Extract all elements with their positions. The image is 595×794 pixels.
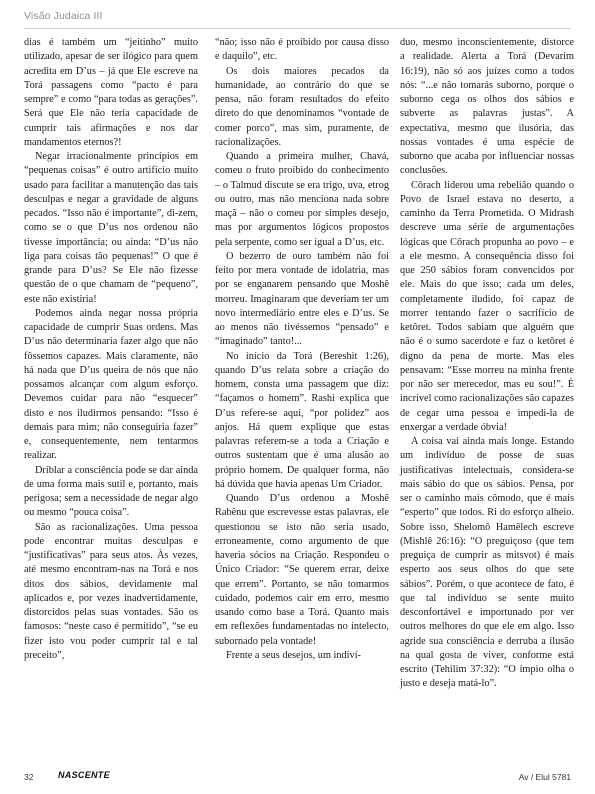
paragraph: O bezerro de ouro também não foi feito por mera vontade de idolatria, mas por se enganarem pensando que Moshê morreu. Imaginaram que deveriam ter um novo intermediário entre eles e D’us. Se ao menos não tivéssemos “pensado” e “imaginado” tanto!... [215,250,389,348]
page-footer [24,770,571,784]
header-divider [24,28,571,29]
paragraph: Os dois maiores pecados da humanidade, ao contrário do que se pensa, não foram resultados do efeito direto do que denominamos “vontade de comer porco”, mas sim, puramente, de racionalizações. [215,65,389,148]
paragraph: Negar irracionalmente princípios em “pequenas coisas” é outro artifício muito usado para facilitar a manutenção das tais desculpas e negar a gravidade de alguns pecados. “Isso não é importante”, di-zem, como se o que D’us nos ordenou não tivesse importância; ou ainda: “D’us não liga para coisas tão pequenas!” O que é grande para D’us? Se Ele não fizesse questão de o que chamam de “pequeno”, este não existiria! [24,151,198,305]
paragraph: São as racionalizações. Uma pessoa pode encontrar muitas desculpas e “justificativas” para seus atos. Às vezes, até mesmo encontram-nas na Torá e nos ditos dos sábios, devidamente mal aplicados e, por vezes inadvertidamente, distorcidos pelas suas vontades. São os famosos: “neste caso é permitido”, “se eu fizer isto vou poder cumprir tal e tal preceito”, [24,521,198,661]
paragraph: Quando a primeira mulher, Chavá, comeu o fruto proibido do conhecimento – o Talmud discute se era trigo, uva, etrog ou outro, mas não menciona nada sobre maçã – não o comeu por simples desejo, mas por argumentos lógicos propostos pela serpente, como ser igual a D’us, etc. [215,151,389,248]
paragraph: “não; isso não é proibido por causa disso e daquilo”, etc. [215,37,389,63]
magazine-logo: NASCENTE [58,770,110,780]
issue-date: Av / Elul 5781 [518,772,571,782]
section-header: Visão Judaica III [24,10,103,22]
paragraph: Frente a seus desejos, um indiví- [226,649,361,661]
paragraph: duo, mesmo inconscientemente, distorce a realidade. Alerta a Torá (Devarim 16:19), não só aos juízes como a todos nós: “...e não tomarás suborno, porque o suborno cega os olhos dos sábios e subverte as palavras justas”. A expectativa, mesmo que ilusória, das nossas vontades é uma espécie de suborno que acaba por influenciar nossas conclusões. [400,37,574,177]
paragraph: Côrach liderou uma rebelião quando o Povo de Israel estava no deserto, a caminho da Terra Prometida. O Midrash descreve uma série de argumentações lógicas que Côrach propunha ao povo – e a ele mesmo. A consequência disso foi que 250 sábios foram convencidos por ele. Mais do que isso; cada um deles, completamente iludido, foi capaz de morrer tentando fazer o sacrifício de ketôret. Todos sabiam que alguém que não é o sumo sacerdote e faz o ketôret é digno da pena de morte. Mas eles pensavam: “Esse morreu na minha frente por não ser merecedor, mas eu sou!”. É incrível como racionalizações são capazes de cegar uma pessoa e impedi-la de enxergar a verdade óbvia! [400,179,574,433]
paragraph: Driblar a consciência pode se dar ainda de uma forma mais sutil e, portanto, mais perigosa; sem a necessidade de negar algo ou mesmo “pouca coisa”. [24,464,198,519]
text-column-2 [215,36,389,663]
paragraph: dias é também um “jeitinho” muito utilizado, apesar de ser ilógico para quem acredita em D’us – já que Ele escreve na Torá passagens como “pacto é para sempre” e como “para todas as gerações”. Será que Ele não teria capacidade de cumprir tais afirmações e nos dar mandamentos eternos?! [24,37,198,148]
paragraph: A coisa vai ainda mais longe. Estando um indivíduo de posse de suas justificativas intelectuais, considera-se mais sábio do que os sábios. Pensa, por ser o caminho mais cômodo, que é mais “esperto” que todos. Ri do esforço alheio. Sobre isso, Shelomô Hamêlech escreve (Mishlê 26:16): “O preguiçoso (que tem preguiça de cumprir as mitsvot) é mais esperto aos seus olhos do que sete sábios”. Porém, o que acontece de fato, é que tal indivíduo se sente muito desconfortável e importunado por ver outros melhores do que ele em algo. Isso agride sua consciência e derruba a ilusão na qual gosta de viver, conforme está escrito (Tehilim 37:32): “O ímpio olha o justo e deseja matá-lo”. [400,436,574,690]
paragraph: Podemos ainda negar nossa própria capacidade de cumprir Suas ordens. Mas D’us não determinaria fazer algo que não fôssemos capazes. Mais claramente, não há nada que D’us queira de nós que não possamos alcançar com algum esforço. Devemos cuidar para não “esquecer” disto e nos iludirmos pensando: “Isso é demais para mim; não conseguiria fazer” e, consequentemente, nem tentarmos realizar. [24,307,198,462]
paragraph: Quando D’us ordenou a Moshê Rabênu que escrevesse estas palavras, ele questionou se isto não seria usado, erroneamente, como argumento de que haveria sócios na Criação. Respondeu o Único Criador: “Se querem errar, deixe que errem”. Portanto, se não tomarmos cuidado, podemos cair em erro, mesmo usando como base a Torá. Quanto mais em reflexões fundamentadas no intelecto, subornado pela vontade! [215,493,389,647]
text-column-3 [400,36,574,692]
text-column-1 [24,36,198,663]
page-number: 32 [24,772,34,782]
paragraph: No início da Torá (Bereshit 1:26), quando D’us relata sobre a criação do homem, consta uma passagem que diz: “façamos o homem”. Rashi explica que D’us refere-se aqui, “por polidez” aos anjos. Há quem explique que estas palavras referem-se a toda a Criação e outros sustentam que é uma alusão ao próprio homem. De qualquer forma, não há dúvida que havia apenas Um Criador. [215,350,389,490]
